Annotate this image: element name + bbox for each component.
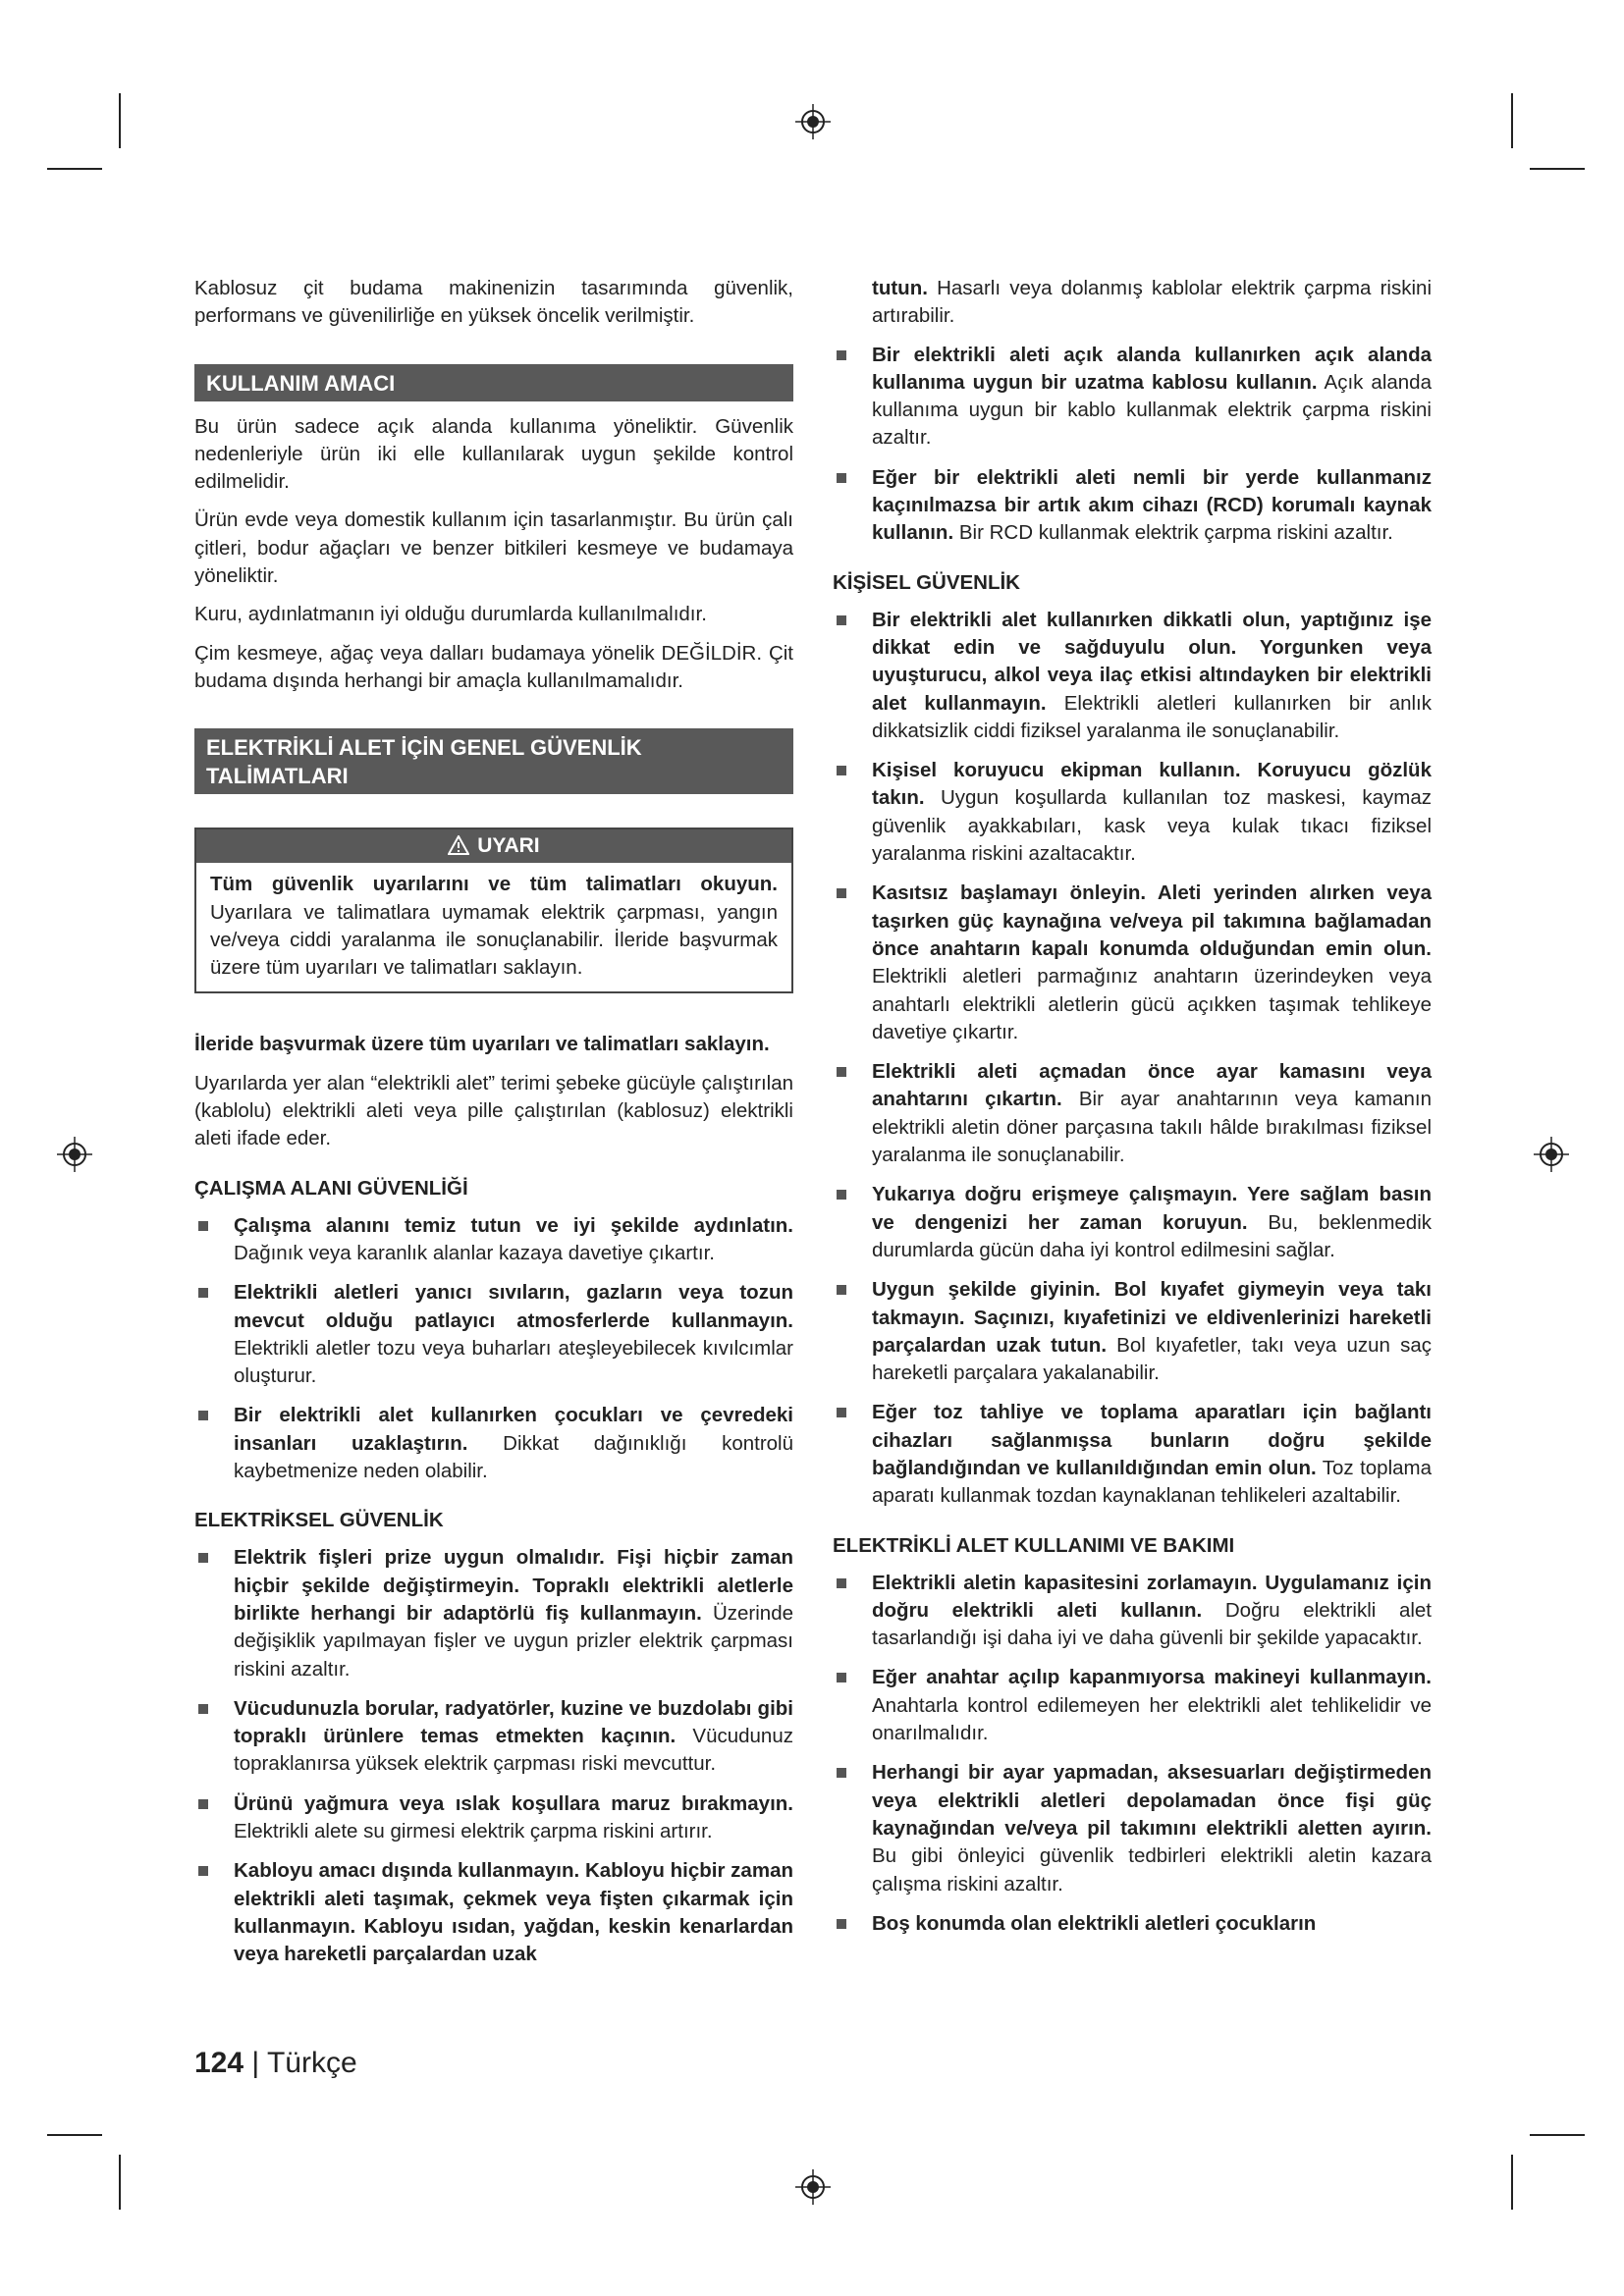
kisisel-list bbox=[833, 607, 1432, 1511]
list-item: Elektrik fişleri prize uygun olmalıdır. Fişi hiçbir zaman hiçbir şekilde değiştirmeyin. Topraklı elektrikli aletlerle birlikte herhangi bir adaptörlü fiş kullanmayın. Üzerinde değişiklik yapılmayan fişler ve uygun prizler elektrik çarpması riskini azaltır. bbox=[194, 1544, 793, 1682]
bullet-square-icon bbox=[198, 1866, 208, 1876]
subheading-elektriksel: ELEKTRİKSEL GÜVENLİK bbox=[194, 1509, 444, 1532]
registration-mark-icon bbox=[1534, 1137, 1569, 1172]
list-item: Elektrikli aletin kapasitesini zorlamayın. Uygulamanız için doğru elektrikli aleti kullanın. Doğru elektrikli alet tasarlandığı işi daha iyi ve daha güvenli bir şekilde yapacaktır. bbox=[833, 1570, 1432, 1653]
bullet-square-icon bbox=[198, 1553, 208, 1563]
paragraph: Bu ürün sadece açık alanda kullanıma yöneliktir. Güvenlik nedenleriyle ürün iki elle kullanılarak uygun şekilde kontrol edilmelidir. bbox=[194, 414, 793, 494]
list-item: Herhangi bir ayar yapmadan, aksesuarları değiştirmeden veya elektrikli aletleri depolamadan önce fişi güç kaynağından ve/veya pil takımını elektrikli aletten ayırın. Bu gibi önleyici güvenlik tedbirleri elektrikli aletin kazara çalışma riskini azaltır. bbox=[833, 1759, 1432, 1897]
list-item: Vücudunuzla borular, radyatörler, kuzine ve buzdolabı gibi topraklı ürünlere temas etmekten kaçının. Vücudunuz topraklanırsa yüksek elektrik çarpması riski mevcuttur. bbox=[194, 1695, 793, 1779]
registration-mark-icon bbox=[57, 1137, 92, 1172]
registration-mark-icon bbox=[795, 2169, 831, 2205]
page-footer bbox=[194, 2047, 357, 2080]
list-item: Ürünü yağmura veya ıslak koşullara maruz bırakmayın. Elektrikli alete su girmesi elektrik çarpma riskini artırır. bbox=[194, 1790, 793, 1846]
list-item: Elektrikli aletleri yanıcı sıvıların, gazların veya tozun mevcut olduğu patlayıcı atmosferlerde kullanmayın. Elektrikli aletler tozu veya buharları ateşleyebilecek kıvılcımlar oluşturur. bbox=[194, 1279, 793, 1390]
calisma-list bbox=[194, 1212, 793, 1486]
crop-mark bbox=[1511, 2155, 1513, 2210]
warning-box bbox=[194, 828, 793, 993]
elektriksel-list-continued bbox=[833, 342, 1432, 548]
bullet-square-icon bbox=[837, 1067, 846, 1077]
section-heading-genel: ELEKTRİKLİ ALET İÇİN GENEL GÜVENLİK TALİMATLARI bbox=[194, 728, 793, 794]
list-item: Kişisel koruyucu ekipman kullanın. Koruyucu gözlük takın. Uygun koşullarda kullanılan toz maskesi, kaymaz güvenlik ayakkabıları, kask veya kulak tıkacı fiziksel yaralanma riskini azaltacaktır. bbox=[833, 757, 1432, 868]
bullet-square-icon bbox=[837, 1919, 846, 1929]
bullet-square-icon bbox=[198, 1221, 208, 1231]
bullet-square-icon bbox=[837, 1190, 846, 1200]
crop-mark bbox=[119, 93, 121, 148]
subheading-calisma: ÇALIŞMA ALANI GÜVENLİĞİ bbox=[194, 1176, 468, 1200]
warning-title: UYARI bbox=[477, 834, 540, 858]
right-column bbox=[833, 275, 1432, 1949]
list-item: Eğer bir elektrikli aleti nemli bir yerde kullanmanız kaçınılmazsa bir artık akım cihazı (RCD) korumalı kaynak kullanın. Bir RCD kullanmak elektrik çarpma riskini azaltır. bbox=[833, 464, 1432, 548]
list-item: Elektrikli aleti açmadan önce ayar kamasını veya anahtarını çıkartın. Bir ayar anahtarının veya kamanın elektrikli aletin döner parçasına takılı hâlde bırakılması fiziksel yaralanma ile sonuçlanabilir. bbox=[833, 1058, 1432, 1169]
bullet-square-icon bbox=[837, 1285, 846, 1295]
list-item: Eğer toz tahliye ve toplama aparatları için bağlantı cihazları sağlanmışsa bunların doğru şekilde bağlandığından ve kullanıldığından emin olun. Toz toplama aparatı kullanmak tozdan kaynaklanan tehlikeleri azaltabilir. bbox=[833, 1399, 1432, 1510]
paragraph: Ürün evde veya domestik kullanım için tasarlanmıştır. Bu ürün çalı çitleri, bodur ağaçları ve benzer bitkileri kesmeye ve budamaya yöneliktir. bbox=[194, 508, 793, 588]
bullet-square-icon bbox=[837, 1673, 846, 1682]
footer-separator: | bbox=[244, 2047, 267, 2079]
warning-header bbox=[196, 829, 791, 863]
list-item: Eğer anahtar açılıp kapanmıyorsa makineyi kullanmayın. Anahtarla kontrol edilemeyen her elektrikli alet tehlikelidir ve onarılmalıdır. bbox=[833, 1664, 1432, 1747]
paragraph: Kuru, aydınlatmanın iyi olduğu durumlarda kullanılmalıdır. bbox=[194, 603, 707, 626]
bakim-list bbox=[833, 1570, 1432, 1939]
crop-mark bbox=[47, 168, 102, 170]
bullet-square-icon bbox=[837, 766, 846, 775]
list-item: Kabloyu amacı dışında kullanmayın. Kabloyu hiçbir zaman elektrikli aleti taşımak, çekmek veya fişten çıkarmak için kullanmayın. Kabloyu ısıdan, yağdan, keskin kenarlardan veya hareketli parçalardan uzak bbox=[194, 1857, 793, 1968]
footer-language: Türkçe bbox=[266, 2047, 357, 2079]
warning-text: Uyarılara ve talimatlara uymamak elektrik çarpması, yangın ve/veya ciddi yaralanma ile sonuçlanabilir. İleride başvurmak üzere tüm uyarıları ve talimatları saklayın. bbox=[210, 900, 778, 980]
crop-mark bbox=[1530, 168, 1585, 170]
list-item: Bir elektrikli alet kullanırken çocukları ve çevredeki insanları uzaklaştırın. Dikkat dağınıklığı kontrolü kaybetmenize neden olabilir. bbox=[194, 1402, 793, 1485]
list-item: Kasıtsız başlamayı önleyin. Aleti yerinden alırken veya taşırken güç kaynağına ve/veya pil takımına bağlamadan önce anahtarın kapalı konumda olduğundan emin olun. Elektrikli aletleri parmağınız anahtarın üzerindeyken veya anahtarlı elektrikli aletlerin gücü açıkken taşımak tehlikeye davetiye çıkartır. bbox=[833, 880, 1432, 1046]
save-instructions-bold: İleride başvurmak üzere tüm uyarıları ve talimatları saklayın. bbox=[194, 1033, 770, 1056]
crop-mark bbox=[47, 2134, 102, 2136]
elektriksel-list bbox=[194, 1544, 793, 1968]
crop-mark bbox=[1511, 93, 1513, 148]
intro-text: Kablosuz çit budama makinenizin tasarımında güvenlik, performans ve güvenilirliğe en yüksek öncelik verilmiştir. bbox=[194, 277, 793, 328]
registration-mark-icon bbox=[795, 104, 831, 139]
list-item: Uygun şekilde giyinin. Bol kıyafet giymeyin veya takı takmayın. Saçınızı, kıyafetinizi ve eldivenlerinizi hareketli parçalardan uzak tutun. Bol kıyafetler, takı veya uzun saç hareketli parçalara yakalanabilir. bbox=[833, 1276, 1432, 1387]
list-item: Boş konumda olan elektrikli aletleri çocukların bbox=[833, 1910, 1432, 1938]
bullet-square-icon bbox=[837, 1408, 846, 1417]
bullet-square-icon bbox=[198, 1704, 208, 1714]
subheading-kisisel: KİŞİSEL GÜVENLİK bbox=[833, 570, 1020, 594]
left-column bbox=[194, 275, 793, 1980]
paragraph: Çim kesmeye, ağaç veya dalları budamaya yönelik DEĞİLDİR. Çit budama dışında herhangi bir amaçla kullanılmamalıdır. bbox=[194, 641, 793, 692]
bullet-square-icon bbox=[837, 1768, 846, 1778]
continued-text: Hasarlı veya dolanmış kablolar elektrik çarpma riskini artırabilir. bbox=[872, 277, 1432, 328]
list-item: Bir elektrikli alet kullanırken dikkatli olun, yaptığınız işe dikkat edin ve sağduyulu olun. Yorgunken veya uyuşturucu, alkol veya ilaç etkisi altındayken bir elektrikli alet kullanmayın. Elektrikli aletleri kullanırken bir anlık dikkatsizlik ciddi fiziksel yaralanma ile sonuçlanabilir. bbox=[833, 607, 1432, 745]
continued-bold: tutun. bbox=[872, 277, 928, 299]
bullet-square-icon bbox=[837, 615, 846, 625]
crop-mark bbox=[1530, 2134, 1585, 2136]
list-item: Bir elektrikli aleti açık alanda kullanırken açık alanda kullanıma uygun bir uzatma kablosu kullanın. Açık alanda kullanıma uygun bir kablo kullanmak elektrik çarpma riskini azaltır. bbox=[833, 342, 1432, 453]
warning-bold: Tüm güvenlik uyarılarını ve tüm talimatları okuyun. bbox=[210, 873, 778, 896]
bullet-square-icon bbox=[837, 1578, 846, 1588]
warning-triangle-icon bbox=[448, 835, 469, 855]
bullet-square-icon bbox=[837, 888, 846, 898]
page-number: 124 bbox=[194, 2047, 244, 2079]
list-item: Yukarıya doğru erişmeye çalışmayın. Yere sağlam basın ve dengenizi her zaman koruyun. Bu, beklenmedik durumlarda gücün daha iyi kontrol edilmesini sağlar. bbox=[833, 1181, 1432, 1264]
definition-text: Uyarılarda yer alan “elektrikli alet” terimi şebeke gücüyle çalıştırılan (kablolu) elektrikli aleti veya pille çalıştırılan (kablosuz) elektrikli aleti ifade eder. bbox=[194, 1071, 793, 1150]
bullet-square-icon bbox=[837, 473, 846, 483]
bullet-square-icon bbox=[837, 350, 846, 360]
crop-mark bbox=[119, 2155, 121, 2210]
bullet-square-icon bbox=[198, 1411, 208, 1420]
subheading-bakim: ELEKTRİKLİ ALET KULLANIMI VE BAKIMI bbox=[833, 1533, 1235, 1557]
section-heading-kullanim: KULLANIM AMACI bbox=[194, 364, 793, 401]
list-item: Çalışma alanını temiz tutun ve iyi şekilde aydınlatın. Dağınık veya karanlık alanlar kazaya davetiye çıkartır. bbox=[194, 1212, 793, 1268]
bullet-square-icon bbox=[198, 1288, 208, 1298]
bullet-square-icon bbox=[198, 1799, 208, 1809]
